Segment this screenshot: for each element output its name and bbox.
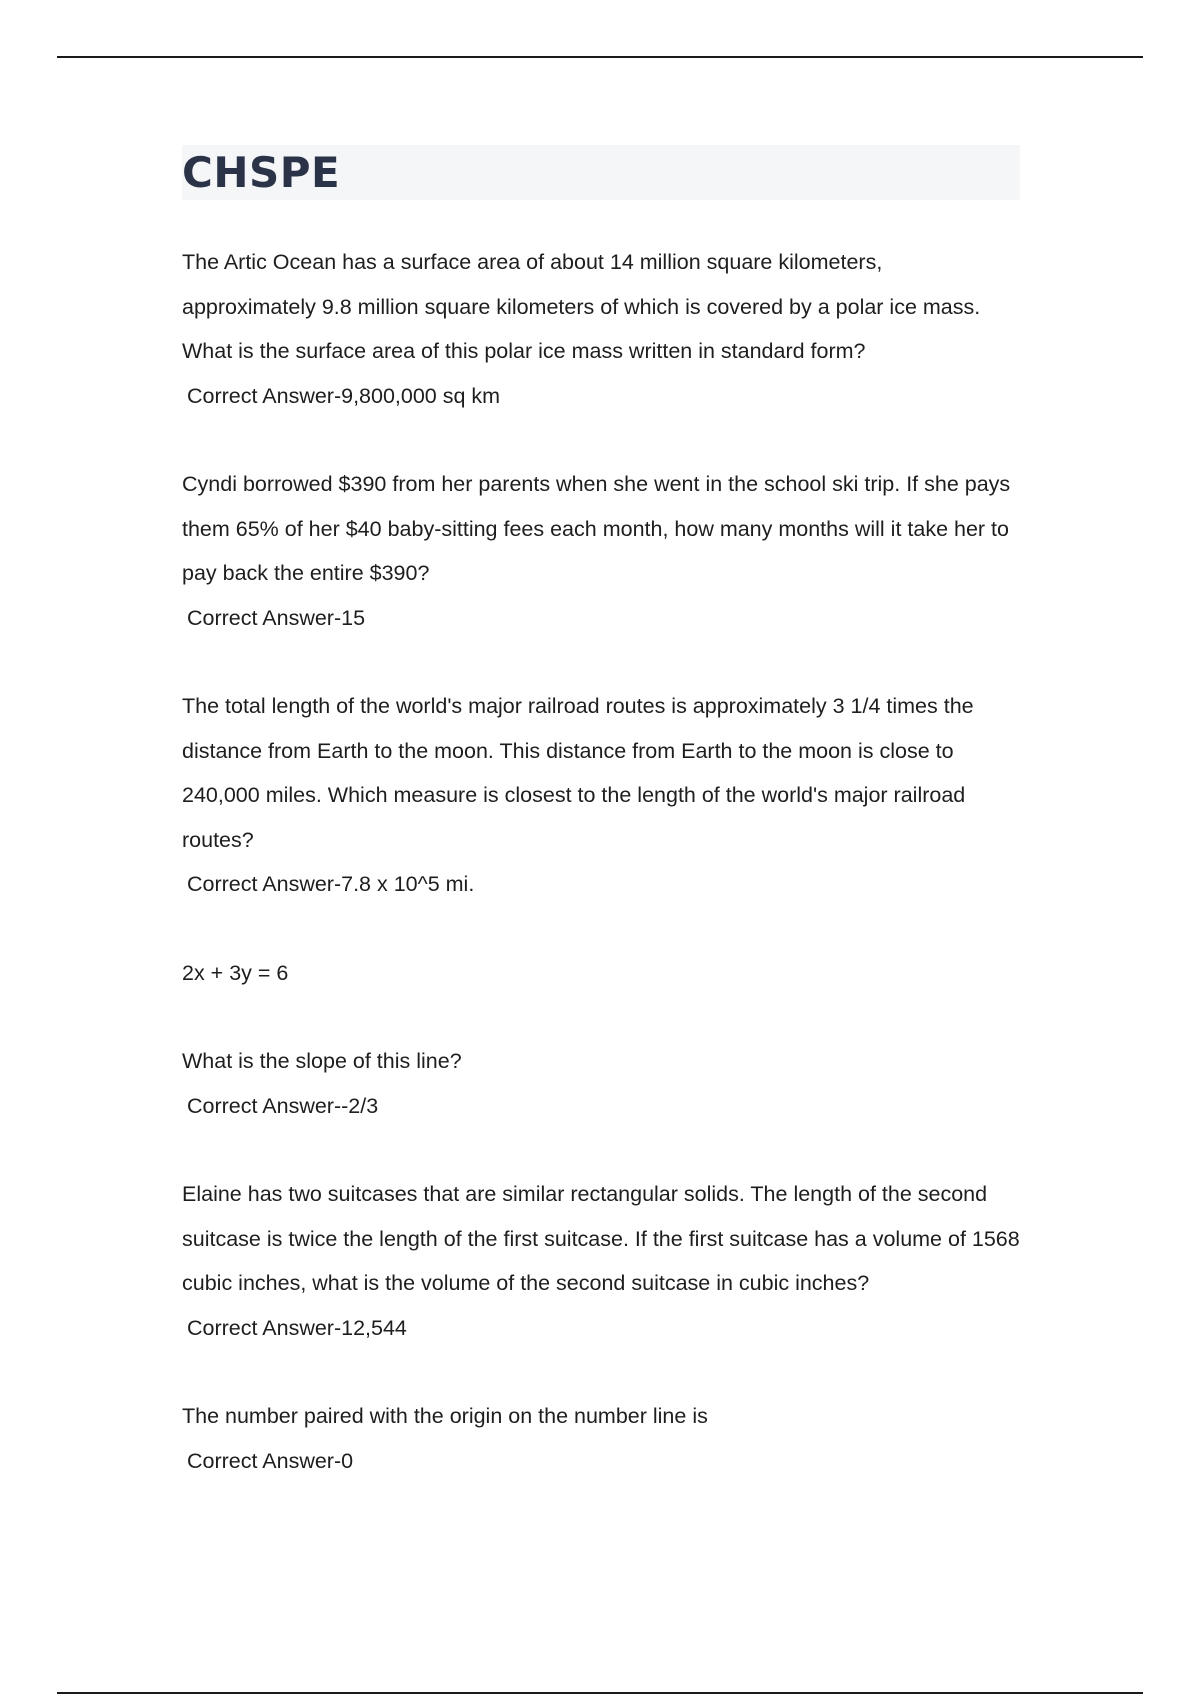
answer-text: Correct Answer--2/3 xyxy=(187,1093,379,1118)
header-rule xyxy=(57,56,1143,58)
qa-item xyxy=(182,1172,1026,1350)
answer-text: Correct Answer-7.8 x 10^5 mi. xyxy=(187,872,475,896)
qa-item xyxy=(182,462,1020,640)
question-text: The Artic Ocean has a surface area of about 14 million square kilometers, approximately 9.8 million square kilometers of which is covered by a polar ice mass. What is the surface area of this polar ice mass written in standard form? xyxy=(182,250,987,363)
document-body xyxy=(182,145,1026,1527)
question-text: The total length of the world's major railroad routes is approximately 3 1/4 times the distance from Earth to the moon. This distance from Earth to the moon is close to 240,000 miles. Which measure is closest to the length of the world's major railroad routes? xyxy=(182,694,980,852)
qa-item xyxy=(182,684,1020,907)
qa-item xyxy=(182,240,1020,418)
answer-text: Correct Answer-9,800,000 sq km xyxy=(187,383,501,408)
footer-rule xyxy=(57,1692,1143,1694)
qa-item xyxy=(182,1394,1020,1483)
answer-text: Correct Answer-15 xyxy=(187,605,366,630)
page-title: CHSPE xyxy=(182,148,341,197)
title-band xyxy=(182,145,1020,200)
equation-text: 2x + 3y = 6 xyxy=(182,960,289,985)
question-text: The number paired with the origin on the number line is xyxy=(182,1404,708,1428)
answer-text: Correct Answer-0 xyxy=(187,1448,354,1473)
answer-text: Correct Answer-12,544 xyxy=(187,1315,407,1340)
question-text: Elaine has two suitcases that are similar rectangular solids. The length of the second suitcase is twice the length of the first suitcase. If the first suitcase has a volume of 1568 cubic inches, what is the volume of the second suitcase in cubic inches? xyxy=(182,1182,1026,1295)
qa-item xyxy=(182,951,1020,1129)
spacer xyxy=(182,995,1020,1039)
question-text: Cyndi borrowed $390 from her parents when she went in the school ski trip. If she pays them 65% of her $40 baby-sitting fees each month, how many months will it take her to pay back the entire $390? xyxy=(182,472,1017,585)
question-text: What is the slope of this line? xyxy=(182,1049,462,1073)
